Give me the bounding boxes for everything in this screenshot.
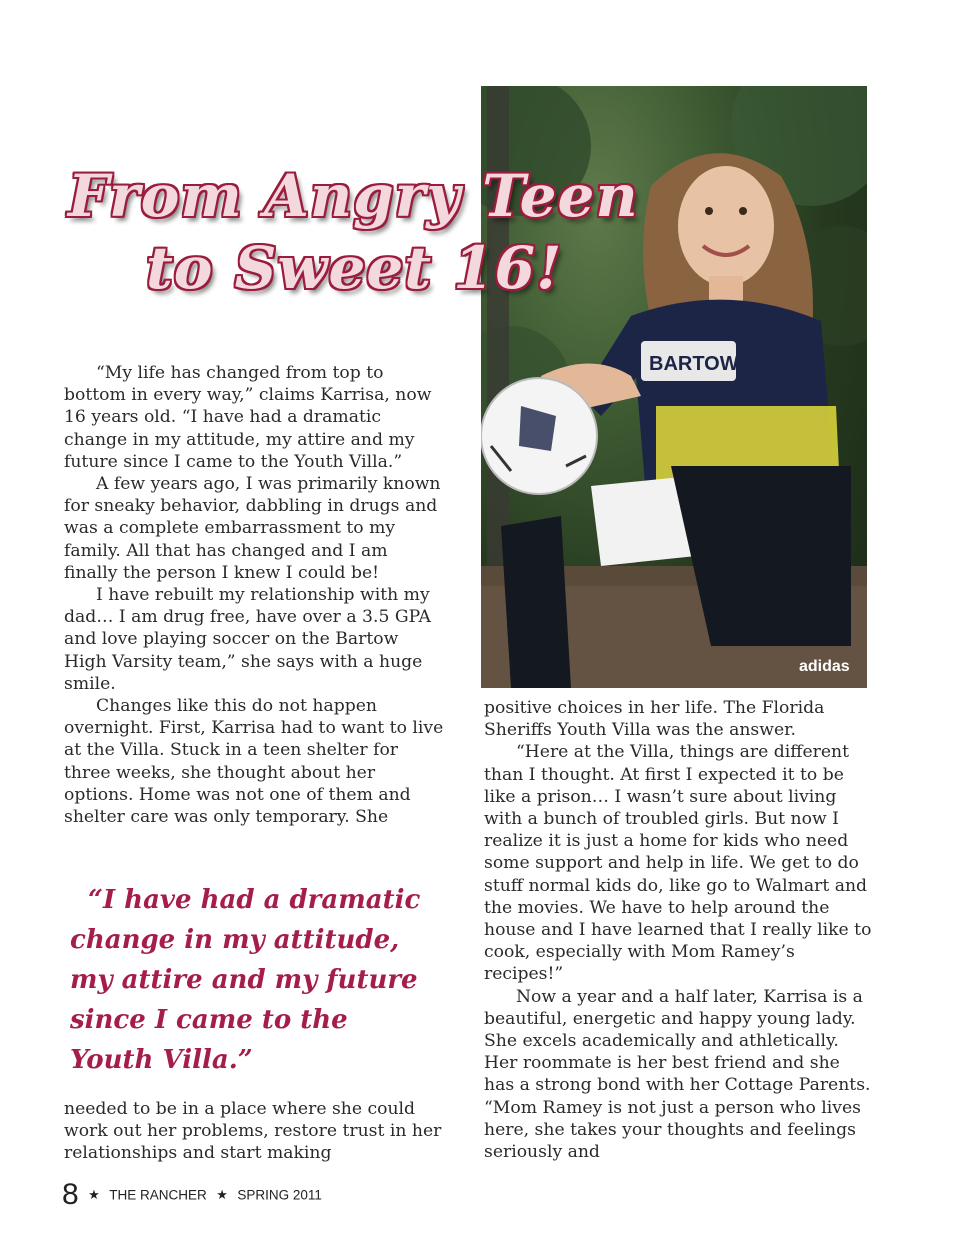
headline [60,160,660,304]
paragraph: needed to be in a place where she could work out her problems, restore trust in her relationships and start making [64,1099,442,1164]
paragraph: Now a year and a half later, Karrisa is a beautiful, energetic and happy young lady. She excels academically and athletically. Her roommate is her best friend and she has a strong bond with her Cottage Parents. “Mom Ramey is not just a person who lives here, she takes your thoughts and feelings seriously and [484,986,871,1163]
paragraph: Changes like this do not happen overnight. First, Karrisa had to want to live at the Villa. Stuck in a teen shelter for three weeks, she thought about her options. Home was not one of them and shelter care was only temporary. She [64,696,444,828]
paragraph: “Here at the Villa, things are different than I thought. At first I expected it to be like a prison… I wasn’t sure about living with a bunch of troubled girls. But now I realize it is just a home for kids who need some support and help in life. We get to do stuff normal kids do, like go to Walmart and the movies. We have to help around the house and I have learned that I really like to cook, especially with Mom Ramey’s recipes!” [484,742,872,985]
pull-quote [70,880,460,1080]
pull-quote-line: change in my attitude, [70,925,400,955]
star-icon: ★ [216,1187,228,1202]
paragraph: A few years ago, I was primarily known for sneaky behavior, dabbling in drugs and was a complete embarrassment to my family. All that has changed and I am finally the person I knew I could be! [64,474,441,583]
left-column-top [64,362,446,828]
publication-name: THE RANCHER [109,1187,207,1203]
page-footer [62,1178,322,1212]
paragraph: positive choices in her life. The Florida Sheriffs Youth Villa was the answer. [484,698,825,741]
pull-quote-line: my attire and my future [70,965,418,995]
jersey-text: BARTOW [649,353,739,375]
paragraph: “My life has changed from top to bottom in every way,” claims Karrisa, now 16 years old. “I have had a dramatic change in my attitude, my attire and my future since I came to the Youth Villa.” [64,363,432,472]
page-number: 8 [62,1178,79,1211]
pull-quote-line: Youth Villa.” [70,1045,253,1075]
headline-line-1: From Angry Teen [68,162,639,230]
left-column-bottom [64,1098,446,1165]
paragraph: I have rebuilt my relationship with my dad… I am drug free, have over a 3.5 GPA and love playing soccer on the Bartow High Varsity team,” she says with a huge smile. [64,585,431,694]
right-column [484,697,872,1163]
pull-quote-line: since I came to the [70,1005,348,1035]
issue-date: SPRING 2011 [237,1187,322,1203]
pull-quote-line: “I have had a dramatic [88,885,421,915]
headline-line-2: to Sweet 16! [146,234,563,302]
brand-text: adidas [799,658,850,675]
star-icon: ★ [88,1187,100,1202]
